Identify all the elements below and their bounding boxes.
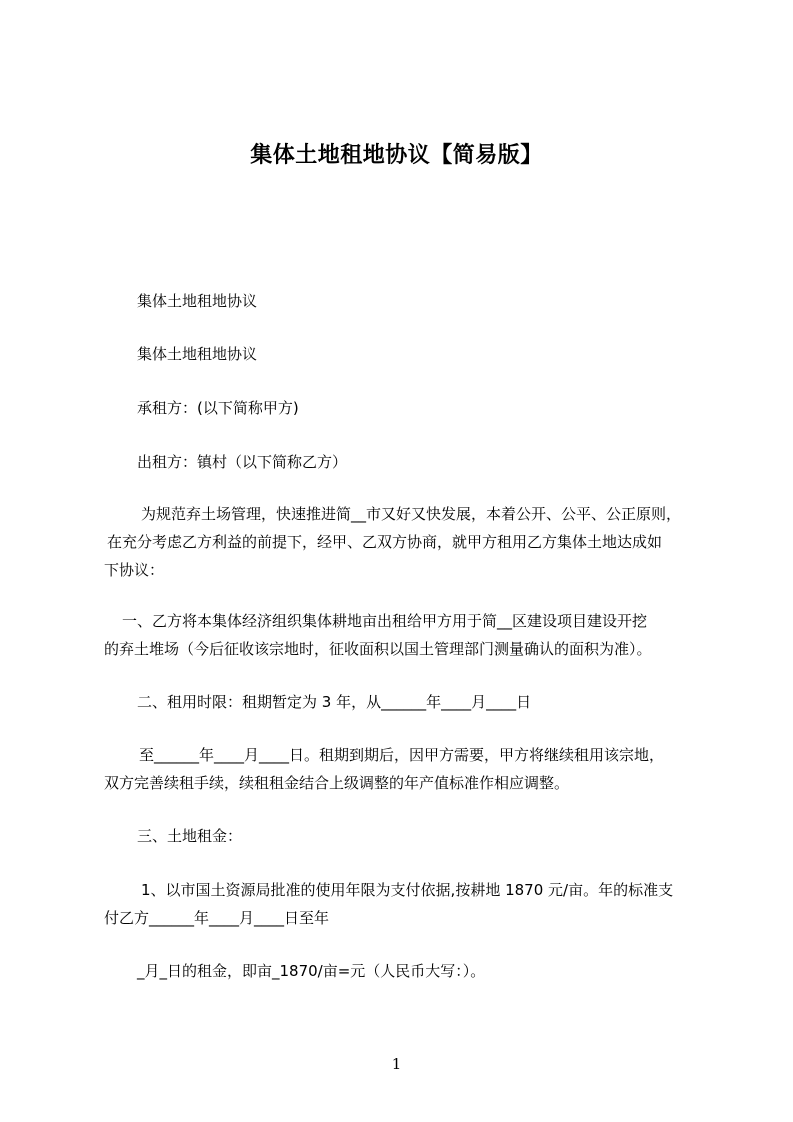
subtitle-1-text: 集体土地租地协议 [137,292,258,310]
intro-paragraph [104,500,724,584]
clause-2-text: 二、租用时限：租期暂定为 3 年，从______年____月____日 [137,693,532,711]
page-number: 1 [391,1055,402,1073]
lessor-line [137,448,757,476]
clause-3-1-line-2: 付乙方______年____月____日至年 [104,909,330,927]
clause-2-cont-line-1: 至______年____月____日。租期到期后，因甲方需要，甲方将继续租用该宗地， [139,746,665,764]
clause-2-paragraph [137,688,757,716]
intro-line-3: 下协议： [104,561,165,579]
lessee-text: 承租方：(以下简称甲方) [137,399,299,417]
clause-1-line-1: 一、乙方将本集体经济组织集体耕地亩出租给甲方用于简__区建设项目建设开挖 [122,612,648,630]
clause-3-1-continuation [137,957,757,985]
clause-1-line-2: 的弃土堆场（今后征收该宗地时，征收面积以国土管理部门测量确认的面积为准）。 [104,640,652,658]
intro-line-2: 在充分考虑乙方利益的前提下，经甲、乙双方协商，就甲方租用乙方集体土地达成如 [107,533,663,551]
lessor-text: 出租方：镇村（以下简称乙方） [137,453,348,471]
intro-line-1: 为规范弃土场管理，快速推进简__市又好又快发展，本着公开、公平、公正原则， [141,505,682,523]
lessee-line [137,394,757,422]
clause-3-text: 三、土地租金： [137,827,243,845]
clause-3-1-cont-text: _月_日的租金，即亩_1870/亩=元（人民币大写：）。 [137,962,486,980]
subtitle-1 [137,287,757,315]
clause-3-1-paragraph [104,876,724,932]
document-title: 集体土地租地协议【简易版】 [250,143,543,168]
subtitle-2-text: 集体土地租地协议 [137,345,258,363]
clause-1-paragraph [104,607,724,663]
clause-2-cont-line-2: 双方完善续租手续，续租租金结合上级调整的年产值标准作相应调整。 [104,774,570,792]
clause-3-heading [137,822,757,850]
subtitle-2 [137,340,757,368]
clause-2-continuation [104,741,724,797]
clause-3-1-line-1: 1、以市国土资源局批准的使用年限为支付依据,按耕地 1870 元/亩。年的标准支 [141,881,674,899]
